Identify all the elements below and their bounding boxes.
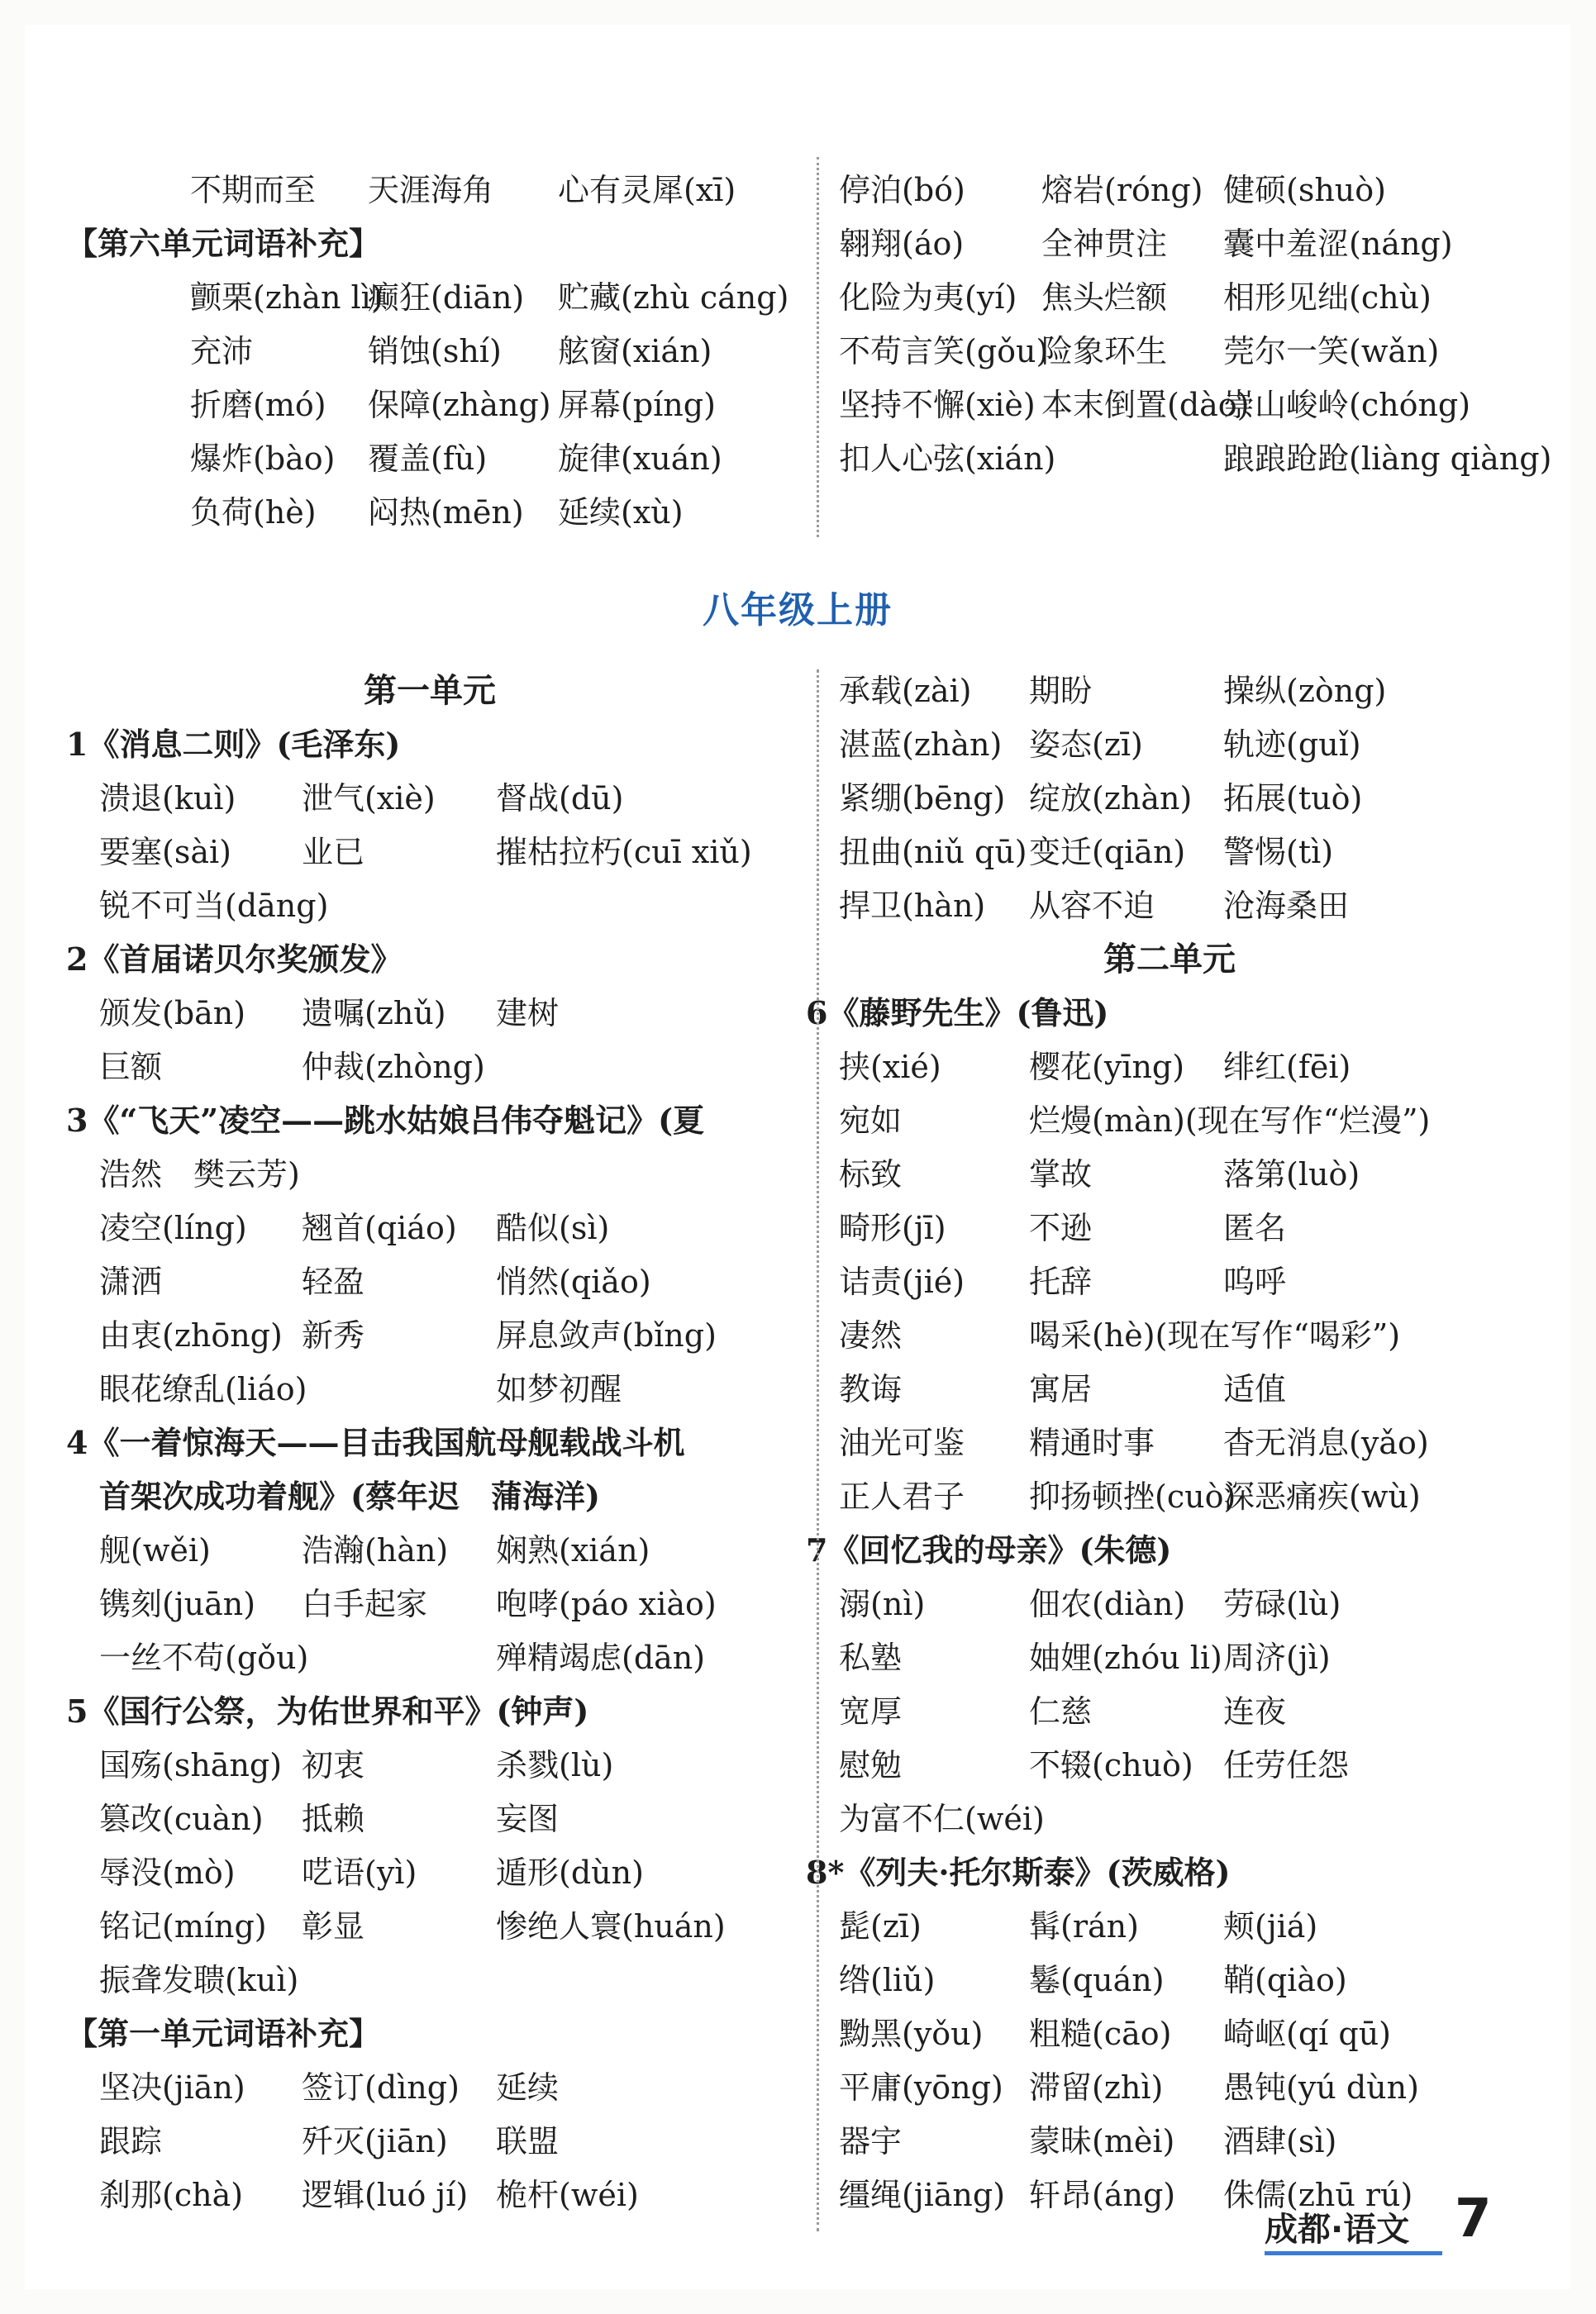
vocab-term: 建树 bbox=[496, 995, 560, 1031]
vocab-term: 酷似(sì) bbox=[496, 1210, 610, 1246]
vocab-term: 一丝不苟(gǒu) bbox=[99, 1640, 309, 1676]
vocab-term: 囊中羞涩(náng) bbox=[1223, 226, 1453, 262]
vocab-term: 健硕(shuò) bbox=[1223, 172, 1386, 208]
vocab-term: 新秀 bbox=[302, 1317, 365, 1354]
word-row bbox=[839, 1631, 1558, 1684]
lesson-title-row bbox=[66, 1416, 810, 1469]
vocab-term: 仁慈 bbox=[1029, 1693, 1093, 1730]
lesson-title: 6《藤野先生》(鲁迅) bbox=[806, 994, 1109, 1031]
word-row bbox=[99, 2169, 810, 2221]
vocab-term: 停泊(bó) bbox=[839, 172, 965, 208]
word-row bbox=[99, 1846, 810, 1899]
vocab-term: 任劳任怨 bbox=[1223, 1747, 1350, 1783]
vocab-term: 滞留(zhì) bbox=[1029, 2069, 1164, 2106]
lesson-title: 5《国行公祭，为佑世界和平》(钟声) bbox=[66, 1693, 589, 1730]
vocab-term: 酒肆(sì) bbox=[1223, 2123, 1337, 2159]
word-row bbox=[839, 2007, 1558, 2060]
vocab-term: 扭曲(niǔ qū) bbox=[839, 834, 1027, 870]
vocab-term: 坚持不懈(xiè) bbox=[839, 387, 1036, 423]
vocab-term: 诘责(jié) bbox=[839, 1264, 965, 1300]
vocab-term: 私塾 bbox=[839, 1640, 903, 1676]
vocab-term: 险象环生 bbox=[1041, 333, 1168, 369]
vocab-term: 落第(luò) bbox=[1223, 1156, 1360, 1193]
vocab-term: 紧绷(bēng) bbox=[839, 780, 1006, 817]
vocab-term: 坚决(jiān) bbox=[99, 2069, 245, 2106]
vocab-term: 颊(jiá) bbox=[1223, 1908, 1318, 1945]
vocab-term: 适值 bbox=[1223, 1371, 1287, 1407]
vocab-term: 托辞 bbox=[1029, 1264, 1093, 1300]
vocab-term: 彰显 bbox=[302, 1908, 365, 1945]
word-row bbox=[99, 1954, 810, 2007]
word-row bbox=[99, 1363, 810, 1416]
vocab-term: 教诲 bbox=[839, 1371, 903, 1407]
vocab-term: 充沛 bbox=[190, 333, 254, 369]
vocab-term: 延续(xù) bbox=[558, 494, 684, 531]
vocab-term: 翘首(qiáo) bbox=[302, 1210, 457, 1246]
vocab-term: 抵赖 bbox=[302, 1801, 365, 1837]
vocab-term: 鬈(quán) bbox=[1029, 1962, 1165, 1998]
vocab-term: 侏儒(zhū rú) bbox=[1223, 2177, 1413, 2213]
vocab-term: 崇山峻岭(chóng) bbox=[1223, 387, 1471, 423]
lesson-title-row bbox=[66, 933, 810, 986]
vocab-term: 延续 bbox=[496, 2069, 560, 2106]
supplement-heading: 【第六单元词语补充】 bbox=[66, 225, 381, 262]
vocab-term: 从容不迫 bbox=[1029, 888, 1155, 924]
vocab-term: 畸形(jī) bbox=[839, 1210, 946, 1246]
word-row bbox=[99, 1739, 810, 1792]
lesson-title-row bbox=[66, 1094, 810, 1147]
word-row bbox=[839, 1739, 1558, 1792]
word-row bbox=[839, 1416, 1558, 1469]
word-row bbox=[99, 1900, 810, 1953]
lesson-author-continued-row bbox=[99, 1148, 810, 1201]
word-row bbox=[839, 1470, 1558, 1523]
vocab-term: 捍卫(hàn) bbox=[839, 888, 986, 924]
word-row bbox=[99, 2061, 810, 2114]
lesson-title: 1《消息二则》(毛泽东) bbox=[66, 726, 401, 763]
vocab-term: 警惕(tì) bbox=[1223, 834, 1334, 870]
vocab-term: 扣人心弦(xián) bbox=[839, 440, 1056, 477]
word-row bbox=[839, 718, 1558, 771]
vocab-term: 凄然 bbox=[839, 1317, 903, 1354]
word-row bbox=[839, 1255, 1558, 1308]
vocab-term: 不期而至 bbox=[190, 172, 317, 208]
vocab-term: 周济(jì) bbox=[1223, 1640, 1331, 1676]
vocab-term: 承载(zài) bbox=[839, 673, 972, 709]
lesson-author-continued: 浩然 樊云芳) bbox=[99, 1156, 300, 1193]
vocab-term: 轨迹(guǐ) bbox=[1223, 726, 1361, 763]
vocab-term: 髯(rán) bbox=[1029, 1908, 1139, 1945]
vocab-term: 变迁(qiān) bbox=[1029, 834, 1186, 870]
vocab-term: 缰绳(jiāng) bbox=[839, 2177, 1006, 2213]
word-row bbox=[99, 1793, 810, 1845]
vocab-term: 初衷 bbox=[302, 1747, 365, 1783]
vocab-term: 焦头烂额 bbox=[1041, 279, 1168, 316]
vocab-term: 屏息敛声(bǐng) bbox=[496, 1317, 717, 1354]
vocab-term: 心有灵犀(xī) bbox=[558, 172, 736, 208]
vocab-term: 天涯海角 bbox=[368, 172, 494, 208]
vocab-term: 翱翔(áo) bbox=[839, 226, 965, 262]
word-row bbox=[99, 1040, 810, 1093]
vocab-term: 呓语(yì) bbox=[302, 1855, 417, 1891]
word-row bbox=[99, 1578, 810, 1631]
word-row bbox=[839, 1954, 1558, 2007]
word-row bbox=[839, 2169, 1558, 2221]
supplement-heading: 【第一单元词语补充】 bbox=[66, 2015, 381, 2052]
lesson-title: 2《首届诺贝尔奖颁发》 bbox=[66, 940, 403, 978]
vocab-term: 刹那(chà) bbox=[99, 2177, 244, 2213]
footer-region-label: 成都·语文 bbox=[1265, 2211, 1410, 2249]
word-row bbox=[839, 1040, 1558, 1093]
lesson-title: 8*《列夫·托尔斯泰》(茨威格) bbox=[806, 1854, 1231, 1891]
vocab-term: 贮藏(zhù cáng) bbox=[558, 279, 789, 316]
vocab-term: 如梦初醒 bbox=[496, 1371, 622, 1407]
vocab-term: 殚精竭虑(dān) bbox=[496, 1640, 706, 1676]
word-row bbox=[839, 271, 1558, 324]
word-row bbox=[99, 271, 810, 324]
vocab-term: 溃退(kuì) bbox=[99, 780, 236, 817]
word-row bbox=[839, 164, 1558, 217]
vocab-term: 保障(zhàng) bbox=[368, 387, 551, 423]
vocab-term: 粗糙(cāo) bbox=[1029, 2016, 1172, 2052]
vocab-term: 旋律(xuán) bbox=[558, 440, 722, 477]
word-row bbox=[839, 1309, 1558, 1362]
unit-heading-row bbox=[839, 933, 1558, 986]
vocab-term: 挟(xié) bbox=[839, 1049, 941, 1085]
vocab-term: 惨绝人寰(huán) bbox=[496, 1908, 726, 1945]
lesson-title: 3《“飞天”凌空——跳水姑娘吕伟夺魁记》(夏 bbox=[66, 1102, 705, 1139]
vocab-term: 桅杆(wéi) bbox=[496, 2177, 639, 2213]
vocab-term: 舰(wěi) bbox=[99, 1532, 211, 1569]
vocab-term: 国殇(shāng) bbox=[99, 1747, 283, 1783]
vocab-term: 闷热(mēn) bbox=[368, 494, 524, 531]
word-row bbox=[99, 879, 810, 932]
vocab-term: 本末倒置(dào) bbox=[1041, 387, 1250, 423]
vocab-term: 咆哮(páo xiào) bbox=[496, 1586, 717, 1622]
vocab-term: 轩昂(áng) bbox=[1029, 2177, 1176, 2213]
word-row bbox=[99, 772, 810, 825]
word-row bbox=[839, 432, 1558, 485]
word-row bbox=[839, 1202, 1558, 1255]
word-row bbox=[839, 664, 1558, 717]
vocab-term: 绺(liǔ) bbox=[839, 1962, 936, 1998]
vocab-term: 舷窗(xián) bbox=[558, 333, 712, 369]
vocab-term: 鞘(qiào) bbox=[1223, 1962, 1347, 1998]
vocab-term: 髭(zī) bbox=[839, 1908, 922, 1945]
vocab-term: 慰勉 bbox=[839, 1747, 903, 1783]
unit-heading-row bbox=[99, 664, 810, 717]
page bbox=[25, 25, 1570, 2289]
vocab-term: 联盟 bbox=[496, 2123, 560, 2159]
lesson-title-row bbox=[66, 1685, 810, 1738]
vocab-term: 销蚀(shí) bbox=[368, 333, 502, 369]
word-row bbox=[839, 2061, 1558, 2114]
word-row bbox=[99, 2115, 810, 2168]
word-row bbox=[99, 379, 810, 431]
vocab-term: 抑扬顿挫(cuò) bbox=[1029, 1478, 1236, 1515]
vocab-term: 蒙昧(mèi) bbox=[1029, 2123, 1175, 2159]
supplement-heading-row bbox=[66, 2007, 810, 2060]
vocab-term: 绯红(fēi) bbox=[1223, 1049, 1351, 1085]
vocab-term: 化险为夷(yí) bbox=[839, 279, 1017, 316]
vocab-term: 眼花缭乱(liáo) bbox=[99, 1371, 307, 1407]
vocab-term: 操纵(zòng) bbox=[1223, 673, 1387, 709]
lesson-title-continued-row bbox=[99, 1470, 810, 1523]
vocab-term: 凌空(líng) bbox=[99, 1210, 247, 1246]
vocab-term: 要塞(sài) bbox=[99, 834, 231, 870]
vocab-term: 负荷(hè) bbox=[190, 494, 317, 531]
vocab-term: 寓居 bbox=[1029, 1371, 1093, 1407]
lesson-title-row bbox=[806, 987, 1558, 1040]
vocab-term: 签订(dìng) bbox=[302, 2069, 460, 2106]
vocab-term: 跟踪 bbox=[99, 2123, 163, 2159]
vocab-term: 泄气(xiè) bbox=[302, 780, 436, 817]
vocab-term: 铭记(míng) bbox=[99, 1908, 267, 1945]
vocab-term: 喝采(hè)(现在写作“喝彩”) bbox=[1029, 1317, 1401, 1354]
word-row bbox=[99, 1524, 810, 1577]
word-row bbox=[839, 1363, 1558, 1416]
lesson-title-row bbox=[806, 1524, 1558, 1577]
vocab-term: 佃农(diàn) bbox=[1029, 1586, 1186, 1622]
vocab-term: 颁发(bān) bbox=[99, 995, 246, 1031]
lesson-title-row bbox=[806, 1846, 1558, 1899]
footer-underline bbox=[1265, 2251, 1442, 2255]
vocab-term: 崎岖(qí qū) bbox=[1223, 2016, 1392, 2052]
vocab-term: 癫狂(diān) bbox=[368, 279, 525, 316]
vocab-term: 杳无消息(yǎo) bbox=[1223, 1425, 1429, 1461]
vocab-term: 器宇 bbox=[839, 2123, 903, 2159]
vocab-term: 绽放(zhàn) bbox=[1029, 780, 1193, 817]
vocab-term: 宽厚 bbox=[839, 1693, 903, 1730]
word-row bbox=[839, 2115, 1558, 2168]
word-row bbox=[839, 1793, 1558, 1845]
vocab-term: 熔岩(róng) bbox=[1041, 172, 1203, 208]
grade-title: 八年级上册 bbox=[703, 589, 893, 631]
vocab-term: 屏幕(píng) bbox=[558, 387, 716, 423]
vocab-term: 巨额 bbox=[99, 1049, 163, 1085]
vocab-term: 溺(nì) bbox=[839, 1586, 926, 1622]
vocab-term: 姿态(zī) bbox=[1029, 726, 1143, 763]
vocab-term: 愚钝(yú dùn) bbox=[1223, 2069, 1419, 2106]
vocab-term: 妄图 bbox=[496, 1801, 560, 1837]
vocab-term: 烂熳(màn)(现在写作“烂漫”) bbox=[1029, 1102, 1431, 1139]
lesson-title: 4《一着惊海天——目击我国航母舰载战斗机 bbox=[66, 1424, 685, 1461]
word-row bbox=[839, 772, 1558, 825]
main-column-divider bbox=[817, 669, 819, 2231]
vocab-term: 湛蓝(zhàn) bbox=[839, 726, 1003, 763]
vocab-term: 正人君子 bbox=[839, 1478, 965, 1515]
vocab-term: 辱没(mò) bbox=[99, 1855, 236, 1891]
vocab-term: 不苟言笑(gǒu) bbox=[839, 333, 1049, 369]
vocab-term: 娴熟(xián) bbox=[496, 1532, 650, 1569]
vocab-term: 歼灭(jiān) bbox=[302, 2123, 448, 2159]
word-row bbox=[839, 1094, 1558, 1147]
word-row bbox=[99, 1631, 810, 1684]
word-row bbox=[99, 432, 810, 485]
top-column-divider bbox=[817, 157, 819, 537]
word-row bbox=[99, 1309, 810, 1362]
vocab-term: 由衷(zhōng) bbox=[99, 1317, 283, 1354]
unit-heading: 第二单元 bbox=[1103, 940, 1236, 978]
word-row bbox=[99, 826, 810, 878]
word-row bbox=[99, 1255, 810, 1308]
vocab-term: 仲裁(zhòng) bbox=[302, 1049, 485, 1085]
unit-heading: 第一单元 bbox=[364, 671, 496, 710]
vocab-term: 白手起家 bbox=[302, 1586, 428, 1622]
vocab-term: 浩瀚(hàn) bbox=[302, 1532, 449, 1569]
lesson-title-row bbox=[66, 718, 810, 771]
vocab-term: 掌故 bbox=[1029, 1156, 1093, 1193]
word-row bbox=[839, 1578, 1558, 1631]
supplement-heading-row bbox=[66, 217, 810, 270]
page-number: 7 bbox=[1455, 2188, 1492, 2250]
vocab-term: 妯娌(zhóu li) bbox=[1029, 1640, 1222, 1676]
word-row bbox=[839, 1685, 1558, 1738]
vocab-term: 莞尔一笑(wǎn) bbox=[1223, 333, 1440, 369]
lesson-title: 7《回忆我的母亲》(朱德) bbox=[806, 1531, 1172, 1569]
vocab-term: 期盼 bbox=[1029, 673, 1093, 709]
vocab-term: 深恶痛疾(wù) bbox=[1223, 1478, 1421, 1515]
vocab-term: 潇洒 bbox=[99, 1264, 163, 1300]
vocab-term: 不辍(chuò) bbox=[1029, 1747, 1193, 1783]
vocab-term: 油光可鉴 bbox=[839, 1425, 965, 1461]
vocab-term: 颤栗(zhàn lì) bbox=[190, 279, 384, 316]
vocab-term: 业已 bbox=[302, 834, 365, 870]
vocab-term: 逻辑(luó jí) bbox=[302, 2177, 469, 2213]
vocab-term: 相形见绌(chù) bbox=[1223, 279, 1432, 316]
vocab-term: 宛如 bbox=[839, 1102, 903, 1139]
vocab-term: 爆炸(bào) bbox=[190, 440, 336, 477]
vocab-term: 连夜 bbox=[1223, 1693, 1287, 1730]
vocab-term: 不逊 bbox=[1029, 1210, 1093, 1246]
word-row bbox=[839, 879, 1558, 932]
vocab-term: 遁形(dùn) bbox=[496, 1855, 644, 1891]
word-row bbox=[839, 379, 1558, 431]
vocab-term: 精通时事 bbox=[1029, 1425, 1155, 1461]
vocab-term: 劳碌(lù) bbox=[1223, 1586, 1341, 1622]
vocab-term: 平庸(yōng) bbox=[839, 2069, 1003, 2106]
vocab-term: 踉踉跄跄(liàng qiàng) bbox=[1223, 440, 1552, 477]
vocab-term: 覆盖(fù) bbox=[368, 440, 488, 477]
vocab-term: 标致 bbox=[839, 1156, 903, 1193]
word-row bbox=[99, 1202, 810, 1255]
vocab-term: 为富不仁(wéi) bbox=[839, 1801, 1045, 1837]
vocab-term: 悄然(qiǎo) bbox=[496, 1264, 651, 1300]
vocab-term: 樱花(yīng) bbox=[1029, 1049, 1185, 1085]
vocab-term: 锐不可当(dāng) bbox=[99, 888, 329, 924]
vocab-term: 拓展(tuò) bbox=[1223, 780, 1363, 817]
word-row bbox=[839, 217, 1558, 270]
vocab-term: 呜呼 bbox=[1223, 1264, 1287, 1300]
vocab-term: 折磨(mó) bbox=[190, 387, 326, 423]
lesson-title-continued: 首架次成功着舰》(蔡年迟 蒲海洋) bbox=[99, 1478, 600, 1515]
word-row bbox=[99, 164, 810, 217]
vocab-term: 轻盈 bbox=[302, 1264, 365, 1300]
word-row bbox=[99, 486, 810, 539]
vocab-term: 督战(dū) bbox=[496, 780, 624, 817]
vocab-term: 沧海桑田 bbox=[1223, 888, 1350, 924]
word-row bbox=[839, 1900, 1558, 1953]
vocab-term: 遗嘱(zhǔ) bbox=[302, 995, 446, 1031]
vocab-term: 黝黑(yǒu) bbox=[839, 2016, 984, 2052]
word-row bbox=[99, 325, 810, 378]
word-row bbox=[839, 325, 1558, 378]
word-row bbox=[99, 987, 810, 1040]
vocab-term: 镌刻(juān) bbox=[99, 1586, 256, 1622]
vocab-term: 杀戮(lù) bbox=[496, 1747, 614, 1783]
vocab-term: 篡改(cuàn) bbox=[99, 1801, 264, 1837]
word-row bbox=[839, 1148, 1558, 1201]
vocab-term: 全神贯注 bbox=[1041, 226, 1168, 262]
vocab-term: 匿名 bbox=[1223, 1210, 1287, 1246]
word-row bbox=[839, 826, 1558, 878]
vocab-term: 摧枯拉朽(cuī xiǔ) bbox=[496, 834, 752, 870]
vocab-term: 振聋发聩(kuì) bbox=[99, 1962, 299, 1998]
